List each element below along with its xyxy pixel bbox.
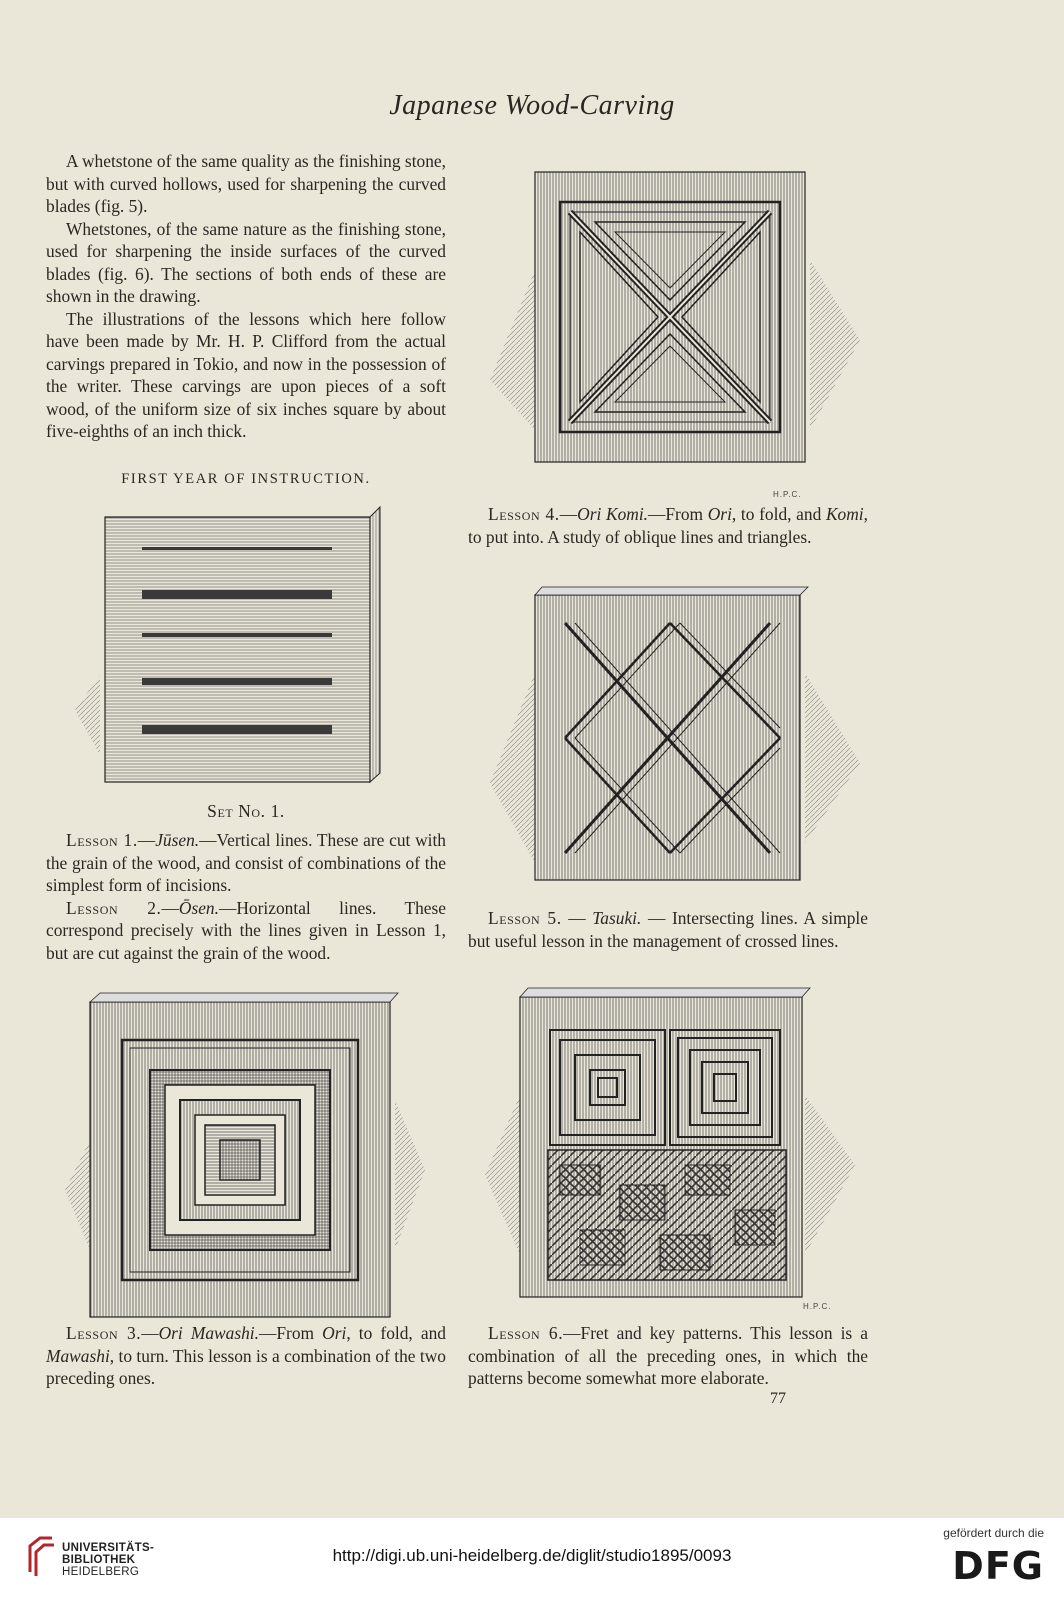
lesson-5-label: Lesson 5. [488, 908, 562, 928]
lessons-1-2 [46, 829, 446, 964]
library-name-line-1: UNIVERSITÄTS- [62, 1542, 155, 1554]
lesson-4-body-2: , to fold, and [731, 504, 826, 524]
lesson-1-label: Lesson 1. [66, 830, 138, 850]
section-heading: FIRST YEAR OF INSTRUCTION. [121, 471, 371, 487]
lesson-4-body-1: From [665, 504, 708, 524]
figure-tasuki [480, 583, 870, 888]
figure-4-signature: H.P.C. [773, 490, 802, 499]
lesson-2-label: Lesson 2. [66, 897, 162, 918]
lesson-6-body: Fret and key patterns. This lesson is a combination of all the preceding ones, in which the patterns become somewhat more elaborate. [468, 1323, 868, 1388]
lesson-4-body-3: , to put into. A study of oblique lines and triangles. [468, 504, 868, 547]
figure-fret-patterns [480, 985, 870, 1300]
lesson-4-text: Lesson 4.—Ori Komi.—From Ori, to fold, and Komi, to put into. A study of oblique lines and triangles. [468, 504, 868, 547]
figure-lines-board [60, 505, 390, 790]
running-title: Japanese Wood-Carving [389, 90, 675, 121]
lesson-2-name: Ōsen. [178, 897, 219, 918]
figure-6-signature: H.P.C. [803, 1302, 832, 1311]
lesson-2-text: Lesson 2.—Ōsen.—Horizontal lines. These correspond precisely with the lines given in Lesson 1, but are cut against the grain of the wood. [46, 897, 446, 963]
sponsor-label: gefördert durch die [943, 1526, 1044, 1540]
lesson-3-body-2: , to fold, and [346, 1323, 446, 1343]
lesson-3-name: Ori Mawashi. [158, 1323, 259, 1343]
paragraph-whetstone-curved: A whetstone of the same quality as the finishing stone, but with curved hollows, used for sharpening the curved blades (fig. 5). [46, 151, 446, 216]
figure-concentric-squares [60, 990, 430, 1325]
lesson-1-text: Lesson 1.—Jūsen.—Vertical lines. These are cut with the grain of the wood, and consist of combinations of the simplest form of incisions. [46, 830, 446, 895]
lesson-4-name: Ori Komi. [577, 504, 648, 524]
lesson-4-label: Lesson 4. [488, 504, 560, 524]
lesson-6-label: Lesson 6. [488, 1323, 564, 1343]
figure-ori-komi [480, 160, 870, 500]
lesson-6 [468, 1322, 868, 1390]
lesson-6-text: Lesson 6.—Fret and key patterns. This lesson is a combination of all the preceding ones, in which the patterns become somewhat more elaborate. [468, 1323, 868, 1388]
lesson-1-name: Jūsen. [155, 830, 200, 850]
dfg-logo: DFG [952, 1544, 1044, 1588]
digitization-footer [0, 1518, 1064, 1599]
source-url-link[interactable]: http://digi.ub.uni-heidelberg.de/diglit/studio1895/0093 [332, 1546, 732, 1565]
lesson-5-text: Lesson 5. — Tasuki. — Intersecting lines. A simple but useful lesson in the management of crossed lines. [468, 908, 868, 951]
lesson-5 [468, 907, 868, 952]
set-label: Set No. 1. [207, 801, 285, 821]
lesson-2-body: Horizontal lines. These correspond precisely with the lines given in Lesson 1, but are cut against the grain of the wood. [46, 897, 446, 963]
lesson-3-body-1: From [276, 1323, 323, 1343]
lesson-5-name: Tasuki. [592, 908, 642, 928]
paragraph-illustrations: The illustrations of the lessons which here follow have been made by Mr. H. P. Clifford from the actual carvings prepared in Tokio, and now in the possession of the writer. These carvings are upon pieces of a soft wood, of the uniform size of six inches square by about five-eighths of an inch thick. [46, 308, 446, 441]
lesson-3 [46, 1322, 446, 1390]
lesson-3-word-mawashi: Mawashi [46, 1345, 110, 1366]
lesson-4-word-komi: Komi [825, 504, 864, 524]
page-number: 77 [770, 1390, 786, 1407]
lesson-3-body-3: , to turn. This lesson is a combination of the two preceding ones. [46, 1345, 446, 1388]
paragraph-whetstone-inside: Whetstones, of the same nature as the finishing stone, used for sharpening the inside surfaces of the curved blades (fig. 6). The sections of both ends of these are shown in the drawing. [46, 218, 446, 306]
lesson-3-word-ori: Ori [322, 1323, 347, 1343]
lesson-3-text: Lesson 3.—Ori Mawashi.—From Ori, to fold, and Mawashi, to turn. This lesson is a combination of the two preceding ones. [46, 1323, 446, 1388]
library-name-line-3: HEIDELBERG [62, 1566, 140, 1578]
left-column-intro [46, 150, 446, 443]
lesson-3-label: Lesson 3. [66, 1323, 142, 1343]
lesson-5-body: Intersecting lines. A simple but useful lesson in the management of crossed lines. [468, 908, 868, 951]
library-name-line-2: BIBLIOTHEK [62, 1554, 136, 1566]
lesson-4-word-ori: Ori [707, 504, 732, 524]
lesson-4 [468, 503, 868, 548]
lesson-1-body: Vertical lines. These are cut with the grain of the wood, and consist of combinations of the simplest form of incisions. [46, 830, 446, 895]
